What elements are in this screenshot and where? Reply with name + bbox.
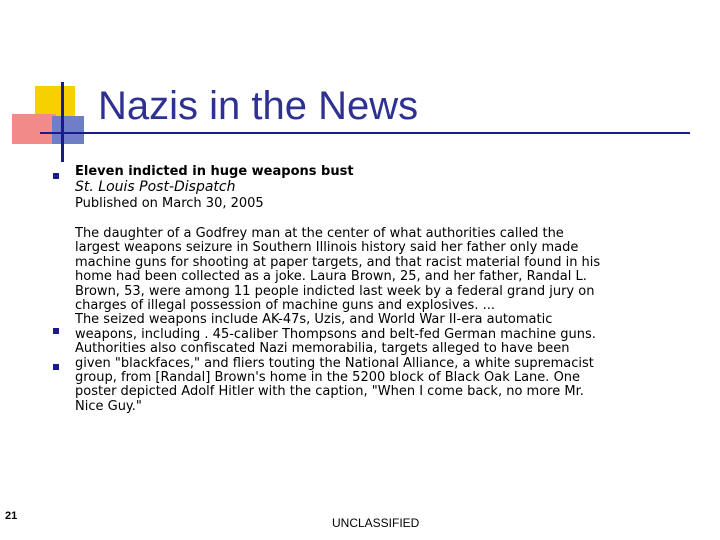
article-paragraph-2: The seized weapons include AK-47s, Uzis, and World War II-era automatic weapons, including . 45-caliber Thompsons and belt-fed German machine guns. [75,312,596,342]
decorative-blue-square [52,116,84,144]
article-heading: Eleven indicted in huge weapons bust [75,164,354,179]
bullet-square-icon [53,328,59,334]
article-published-date: Published on March 30, 2005 [75,196,264,211]
slide-title: Nazis in the News [98,84,419,128]
article-body [75,227,650,414]
classification-footer: UNCLASSIFIED [332,516,420,530]
article-paragraph-3: Authorities also confiscated Nazi memorabilia, targets alleged to have been given "blackfaces," and fliers touting the National Alliance, a white supremacist group, from [Randal] Brown's home in the 5200 block of Black Oak Lane. One poster depicted Adolf Hitler with the caption, "When I come back, no more Mr. Nice Guy." [75,341,594,414]
article-source: St. Louis Post-Dispatch [75,179,236,195]
decorative-vertical-rule [61,82,64,162]
bullet-square-icon [53,364,59,370]
bullet-square-icon [53,173,59,179]
title-divider-rule [40,132,690,134]
decorative-red-square [12,114,56,144]
article-paragraph-1: The daughter of a Godfrey man at the center of what authorities called the largest weapons seizure in Southern Illinois history said her father only made machine guns for shooting at paper targets, and that racist material found in his home had been collected as a joke. Laura Brown, 25, and her father, Randal L. Brown, 53, were among 11 people indicted last week by a federal grand jury on charges of illegal possession of machine guns and explosives. ... [75,226,601,314]
slide-number: 21 [5,510,18,522]
